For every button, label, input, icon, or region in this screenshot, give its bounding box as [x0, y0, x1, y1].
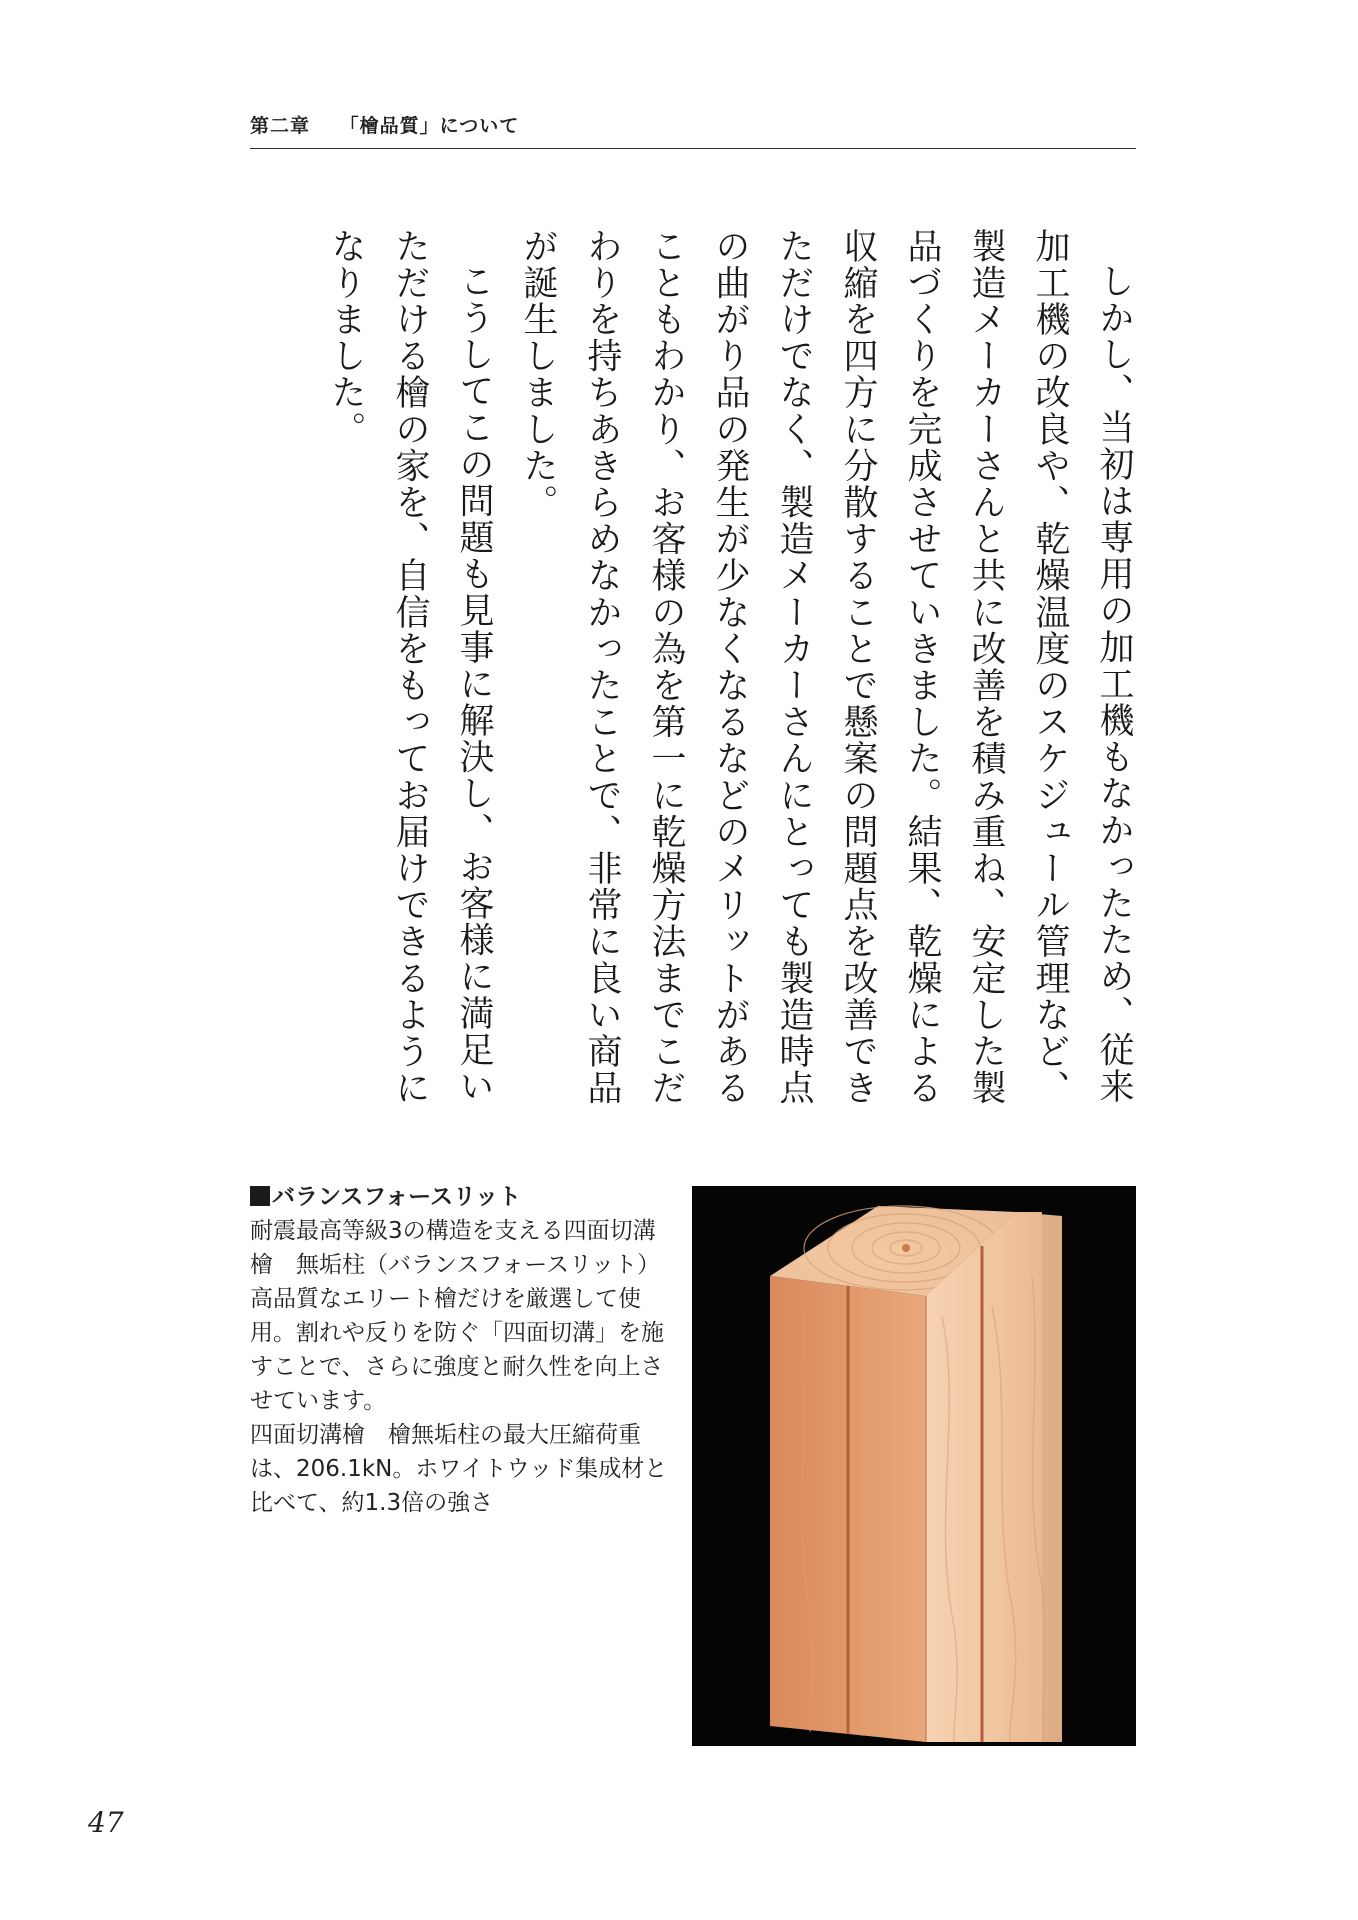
caption-line: 耐震最高等級3の構造を支える四面切溝檜 無垢柱（バランスフォースリット）: [250, 1218, 661, 1278]
body-paragraph: しかし、当初は専用の加工機もなかったため、従来加工機の改良や、乾燥温度のスケジュール管理など、製造メーカーさんと共に改善を積み重ね、安定した製品づくりを完成させていきました。結果、乾燥による収縮を四方に分散することで懸案の問題点を改善できただけでなく、製造メーカーさんにとっても製造時点の曲がり品の発生が少なくなるなどのメリットがあることもわかり、お客様の為を第一に乾燥方法までこだわりを持ちあきらめなかったことで、非常に良い商品が誕生しました。: [518, 228, 1134, 1107]
caption-title: [250, 1180, 670, 1214]
page-number: 47: [88, 1806, 124, 1839]
chapter-title: 「檜品質」について: [339, 115, 520, 137]
timber-post-illustration: [692, 1186, 1136, 1746]
chapter-number: 第二章: [250, 115, 311, 137]
running-header: [250, 112, 1136, 149]
square-bullet-icon: [250, 1186, 270, 1206]
body-text: [236, 228, 1146, 1108]
caption-title-text: バランスフォースリット: [272, 1184, 522, 1210]
photo-caption: [250, 1180, 670, 1520]
body-paragraph: こうしてこの問題も見事に解決し、お客様に満足いただける檜の家を、自信をもってお届けできるようになりました。: [326, 228, 494, 1107]
caption-line: 四面切溝檜 檜無垢柱の最大圧縮荷重は、206.1kN。ホワイトウッド集成材と比べて、約1.3倍の強さ: [250, 1422, 668, 1516]
timber-post-photo: [692, 1186, 1136, 1746]
caption-line: 高品質なエリート檜だけを厳選して使用。割れや反りを防ぐ「四面切溝」を施すことで、さらに強度と耐久性を向上させています。: [250, 1286, 664, 1414]
